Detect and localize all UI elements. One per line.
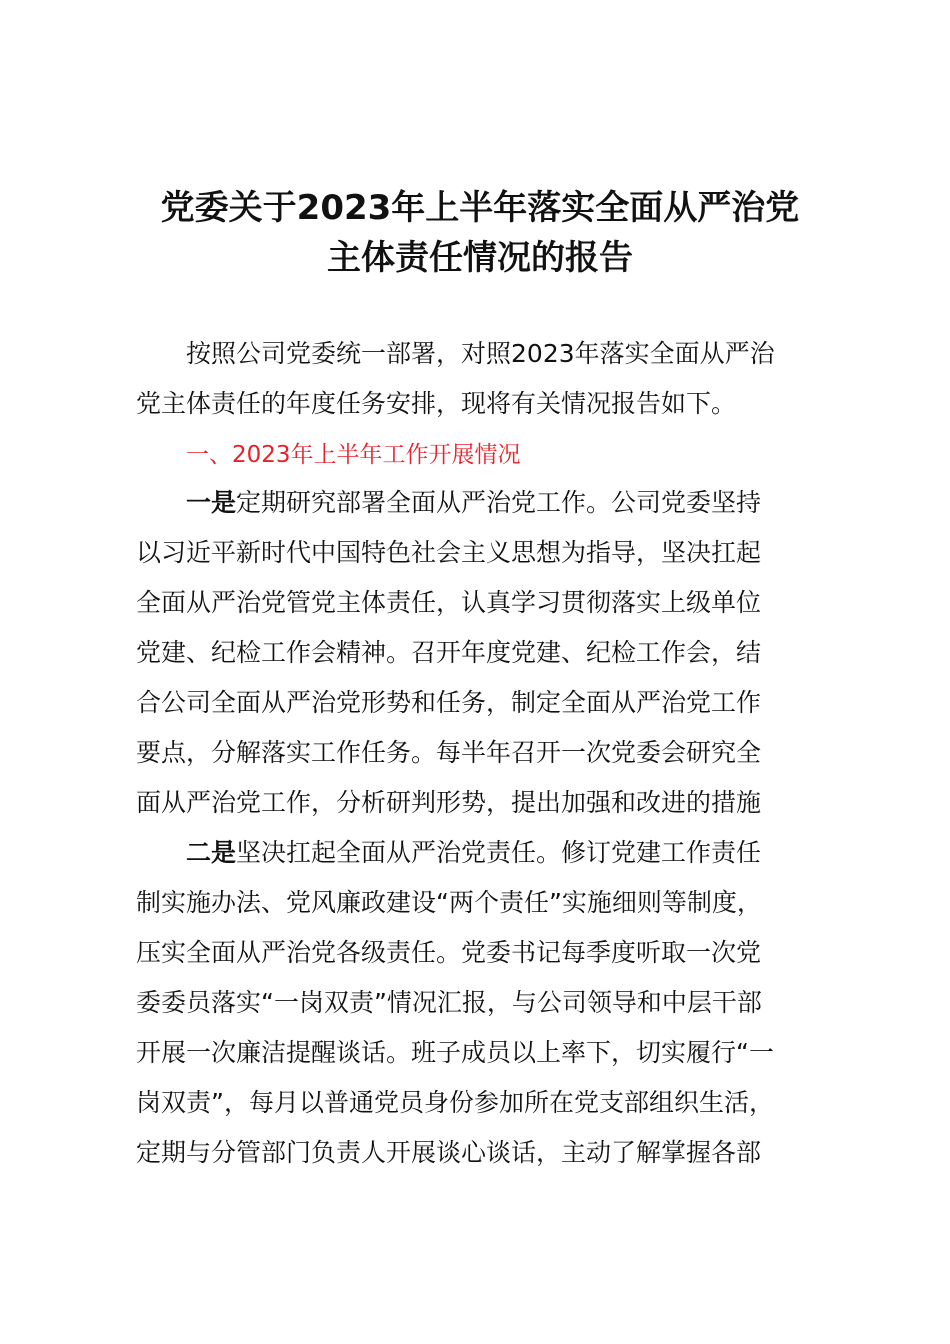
point-two-line-7: 定期与分管部门负责人开展谈心谈话，主动了解掌握各部 [136,1138,762,1167]
section-heading: 一、2023年上半年工作开展情况 [186,442,521,468]
point-one-label: 一是 [186,488,237,517]
point-one-line-5: 合公司全面从严治党形势和任务，制定全面从严治党工作 [136,688,762,717]
point-two-line-5: 开展一次廉洁提醒谈话。班子成员以上率下，切实履行“一 [136,1038,774,1067]
point-one-line-2: 以习近平新时代中国特色社会主义思想为指导，坚决扛起 [136,538,762,567]
point-one-line-4: 党建、纪检工作会精神。召开年度党建、纪检工作会，结 [136,638,762,667]
point-one-text: 定期研究部署全面从严治党工作。公司党委坚持 [236,488,762,517]
intro-line-2: 党主体责任的年度任务安排，现将有关情况报告如下。 [136,389,737,418]
point-one-line-1 [186,486,761,520]
point-two-label: 二是 [186,838,237,867]
point-one-line-6: 要点，分解落实工作任务。每半年召开一次党委会研究全 [136,738,762,767]
document-title-line-1: 党委关于2023年上半年落实全面从严治党 [160,188,800,228]
intro-line-1: 按照公司党委统一部署，对照2023年落实全面从严治 [186,339,775,368]
point-two-line-2: 制实施办法、党风廉政建设“两个责任”实施细则等制度， [136,888,762,917]
point-two-line-6: 岗双责”，每月以普通党员身份参加所在党支部组织生活， [136,1088,774,1117]
point-one-line-7: 面从严治党工作，分析研判形势，提出加强和改进的措施 [136,788,762,817]
point-two-line-1 [186,836,761,870]
point-one-line-3: 全面从严治党管党主体责任，认真学习贯彻落实上级单位 [136,588,762,617]
document-title-line-2: 主体责任情况的报告 [327,238,633,278]
point-two-line-4: 委委员落实“一岗双责”情况汇报，与公司领导和中层干部 [136,988,762,1017]
point-two-line-3: 压实全面从严治党各级责任。党委书记每季度听取一次党 [136,938,762,967]
point-two-text: 坚决扛起全面从严治党责任。修订党建工作责任 [236,838,762,867]
